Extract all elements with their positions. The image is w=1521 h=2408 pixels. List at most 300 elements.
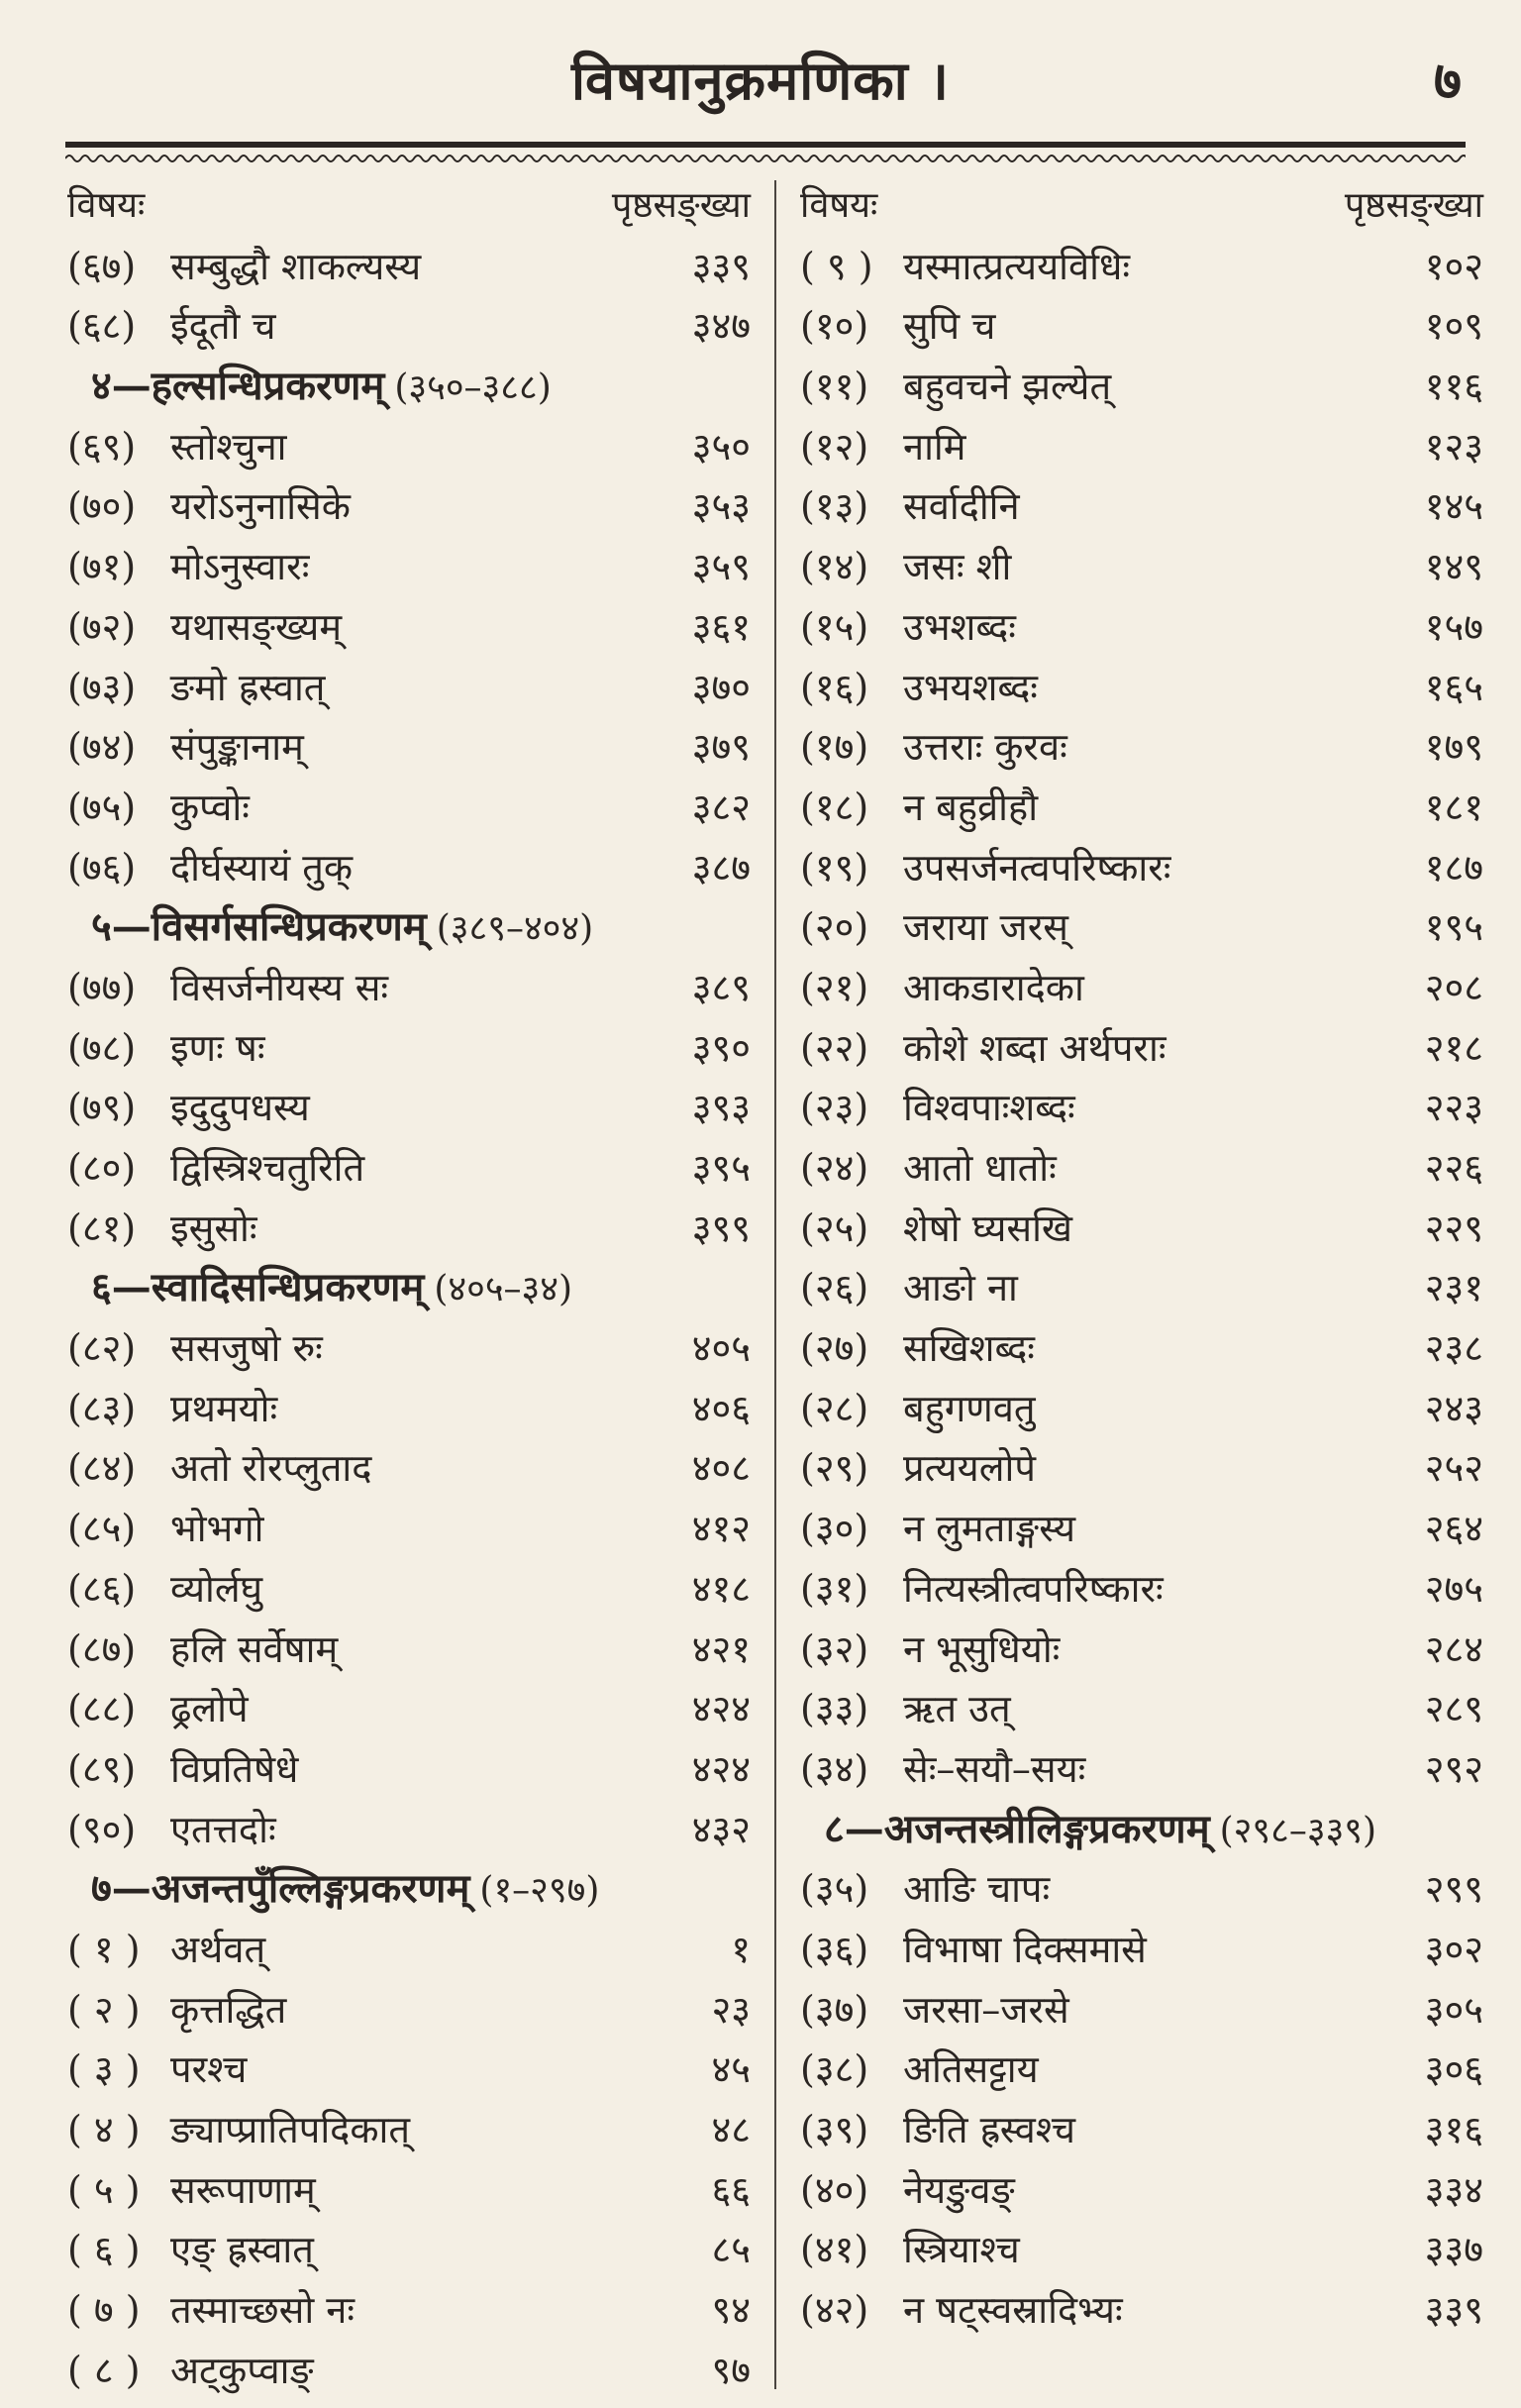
- entry-term: सेः–सयौ–सयः: [903, 1746, 1086, 1791]
- entry-term: सरूपाणाम्: [170, 2167, 316, 2212]
- index-entry: [67, 2100, 751, 2160]
- section-title: ८—अजन्तस्त्रीलिङ्गप्रकरणम्: [824, 1805, 1210, 1852]
- index-entry: [67, 1018, 751, 1079]
- entry-page: २५२: [1424, 1446, 1483, 1491]
- entry-page: ३५९: [691, 545, 751, 589]
- entry-term: संपुङ्कानाम्: [170, 725, 304, 770]
- index-entry: [800, 1920, 1483, 1980]
- entry-term: द्विस्त्रिश्चतुरिति: [170, 1146, 365, 1190]
- entry-number: (९०): [67, 1807, 137, 1851]
- entry-number: (१४): [800, 545, 869, 589]
- entry-page: १८७: [1424, 845, 1483, 890]
- index-entry: [67, 597, 751, 658]
- index-entry: [800, 1018, 1483, 1079]
- entry-number: (७३): [67, 665, 137, 709]
- entry-number: (८१): [67, 1205, 137, 1250]
- index-entry: [800, 838, 1483, 898]
- entry-page: ३१६: [1424, 2108, 1483, 2151]
- entry-term: अट्कुप्वाङ्: [170, 2348, 314, 2392]
- entry-page: ३७९: [691, 725, 751, 770]
- entry-number: (३०): [800, 1507, 869, 1551]
- section-heading: [67, 357, 751, 417]
- entry-number: (३९): [800, 2108, 869, 2151]
- header-rule: [65, 142, 1466, 148]
- entry-number: (२१): [800, 965, 869, 1009]
- index-entry: [800, 717, 1483, 778]
- column-divider: [774, 180, 776, 2389]
- entry-number: (२५): [800, 1205, 869, 1250]
- entry-page: ४०५: [691, 1326, 751, 1371]
- index-entry: [800, 476, 1483, 537]
- entry-number: (४१): [800, 2228, 869, 2272]
- entry-term: आकडारादेका: [903, 965, 1084, 1009]
- entry-term: सुपि च: [903, 304, 996, 349]
- entry-page: २९९: [1424, 1867, 1483, 1912]
- entry-term: विभाषा दिक्समासे: [903, 1927, 1147, 1971]
- entry-page: २९२: [1424, 1746, 1483, 1791]
- index-entry: [67, 838, 751, 898]
- section-heading-text: [91, 1859, 599, 1922]
- entry-page: २३१: [1424, 1266, 1483, 1310]
- entry-page: ३९९: [691, 1205, 751, 1250]
- section-heading-text: [824, 1800, 1376, 1862]
- entry-page: ३३४: [1424, 2167, 1483, 2212]
- index-entry: [800, 1859, 1483, 1920]
- index-entry: [800, 1258, 1483, 1318]
- entry-page: ४१८: [691, 1566, 751, 1611]
- section-page-range: (३८९–४०४): [436, 908, 594, 950]
- index-entry: [67, 296, 751, 357]
- page-header: [0, 0, 1521, 139]
- section-page-range: (३५०–३८८): [394, 367, 552, 409]
- entry-term: स्तोश्चुना: [170, 424, 287, 469]
- entry-term: कोशे शब्दा अर्थपराः: [903, 1025, 1166, 1070]
- entry-number: (८५): [67, 1507, 137, 1551]
- index-entry: [800, 237, 1483, 297]
- entry-number: (२२): [800, 1025, 869, 1070]
- entry-page: ४१२: [691, 1507, 751, 1551]
- wavy-divider: [65, 151, 1466, 164]
- entry-number: (१८): [800, 785, 869, 829]
- index-entry: [67, 717, 751, 778]
- entry-number: (७६): [67, 845, 137, 890]
- entry-number: (२८): [800, 1386, 869, 1430]
- entry-term: एतत्तदोः: [170, 1807, 276, 1851]
- section-heading: [800, 1800, 1483, 1860]
- entry-term: अतिसट्टाय: [903, 2047, 1039, 2092]
- subject-heading: विषयः: [800, 185, 878, 226]
- entry-term: अर्थवत्: [170, 1927, 266, 1971]
- entry-number: (६८): [67, 304, 137, 349]
- index-entry: [67, 476, 751, 537]
- entry-number: (१९): [800, 845, 869, 890]
- entry-term: विप्रतिषेधे: [170, 1746, 299, 1791]
- entry-number: (६७): [67, 244, 137, 288]
- entry-page: २७५: [1424, 1566, 1483, 1611]
- entry-page: ३८७: [691, 845, 751, 890]
- entry-number: ( ८ ): [67, 2348, 141, 2392]
- page-heading: पृष्ठसङ्ख्या: [611, 185, 751, 226]
- entry-number: (८०): [67, 1146, 137, 1190]
- entry-page: ३९५: [691, 1146, 751, 1190]
- index-entry: [67, 958, 751, 1018]
- entry-page: ३६१: [691, 604, 751, 649]
- entry-number: (१५): [800, 604, 869, 649]
- index-entry: [67, 537, 751, 597]
- entry-page: २३: [711, 1987, 751, 2032]
- entry-page: ४५: [711, 2047, 751, 2092]
- entry-number: (८३): [67, 1386, 137, 1430]
- index-entry: [800, 1199, 1483, 1259]
- entry-number: ( ९ ): [800, 244, 873, 288]
- entry-number: (७५): [67, 785, 137, 829]
- entry-number: (७२): [67, 604, 137, 649]
- entry-term: सखिशब्दः: [903, 1326, 1035, 1371]
- entry-term: स्त्रियाश्च: [903, 2228, 1020, 2272]
- entry-page: ३०६: [1424, 2047, 1483, 2092]
- entry-number: (७८): [67, 1025, 137, 1070]
- index-entry: [800, 1318, 1483, 1379]
- page-title: विषयानुक्रमणिका ।: [570, 49, 950, 112]
- entry-page: १६५: [1424, 665, 1483, 709]
- entry-term: नामि: [903, 424, 966, 469]
- index-entry: [800, 778, 1483, 838]
- index-entry: [800, 1739, 1483, 1800]
- entry-term: विश्वपाःशब्दः: [903, 1086, 1075, 1130]
- section-heading: [67, 1258, 751, 1318]
- entry-term: अतो रोरप्लुताद: [170, 1446, 372, 1491]
- entry-number: (३८): [800, 2047, 869, 2092]
- entry-page: ९७: [711, 2348, 751, 2392]
- entry-term: ङ्याप्प्रातिपदिकात्: [170, 2108, 411, 2151]
- entry-page: ९४: [711, 2288, 751, 2333]
- entry-term: आङि चापः: [903, 1867, 1051, 1912]
- entry-number: (७७): [67, 965, 137, 1009]
- index-entry: [67, 1438, 751, 1499]
- entry-term: सर्वादीनि: [903, 484, 1020, 529]
- entry-term: हलि सर्वेषाम्: [170, 1626, 339, 1671]
- entry-page: २८९: [1424, 1687, 1483, 1731]
- entry-page: ३३७: [1424, 2228, 1483, 2272]
- entry-page: ८५: [711, 2228, 751, 2272]
- entry-number: (१२): [800, 424, 869, 469]
- index-entry: [800, 597, 1483, 658]
- entry-term: परश्च: [170, 2047, 248, 2092]
- entry-number: ( ६ ): [67, 2228, 141, 2272]
- section-page-range: (२९८–३३९): [1219, 1810, 1377, 1851]
- entry-number: (२४): [800, 1146, 869, 1190]
- entry-number: (११): [800, 365, 869, 409]
- entry-term: इदुदुपधस्य: [170, 1086, 310, 1130]
- index-entry: [800, 1679, 1483, 1739]
- section-heading: [67, 897, 751, 958]
- entry-term: न भूसुधियोः: [903, 1626, 1061, 1671]
- entry-number: (२३): [800, 1086, 869, 1130]
- entry-term: प्रत्ययलोपे: [903, 1446, 1036, 1491]
- index-entry: [800, 1980, 1483, 2041]
- entry-number: (३४): [800, 1746, 869, 1791]
- entry-number: (४०): [800, 2167, 869, 2212]
- entry-number: (८२): [67, 1326, 137, 1371]
- index-entry: [800, 1138, 1483, 1199]
- index-entry: [800, 2040, 1483, 2100]
- entry-page: २०८: [1424, 965, 1483, 1009]
- index-entry: [67, 1679, 751, 1739]
- entry-page: १: [731, 1927, 751, 1971]
- entry-term: नित्यस्त्रीत्वपरिष्कारः: [903, 1566, 1164, 1611]
- index-entry: [67, 1920, 751, 1980]
- entry-term: विसर्जनीयस्य सः: [170, 965, 389, 1009]
- index-entry: [67, 417, 751, 477]
- entry-number: ( १ ): [67, 1927, 141, 1971]
- index-entry: [800, 2220, 1483, 2280]
- entry-number: ( ७ ): [67, 2288, 141, 2333]
- section-title: ४—हल्सन्धिप्रकरणम्: [91, 363, 385, 410]
- entry-page: ४०६: [691, 1386, 751, 1430]
- entry-page: २२३: [1424, 1086, 1483, 1130]
- index-entry: [67, 1559, 751, 1620]
- index-entry: [800, 1499, 1483, 1559]
- index-entry: [800, 2160, 1483, 2221]
- entry-number: (३१): [800, 1566, 869, 1611]
- index-entry: [800, 1620, 1483, 1680]
- entry-page: १४५: [1424, 484, 1483, 529]
- entry-term: यथासङ्ख्यम्: [170, 604, 343, 649]
- index-entry: [67, 1199, 751, 1259]
- wavy-line-graphic: [65, 152, 1466, 164]
- entry-term: कुप्वोः: [170, 785, 250, 829]
- entry-number: (२७): [800, 1326, 869, 1371]
- entry-page: ४२१: [691, 1626, 751, 1671]
- index-entry: [67, 1078, 751, 1138]
- entry-page: ११६: [1424, 365, 1483, 409]
- index-entry: [800, 1078, 1483, 1138]
- entry-page: ४८: [711, 2108, 751, 2151]
- entry-number: ( ५ ): [67, 2167, 141, 2212]
- entry-page: २४३: [1424, 1386, 1483, 1430]
- entry-term: उभयशब्दः: [903, 665, 1038, 709]
- entry-number: (१६): [800, 665, 869, 709]
- index-entry: [67, 2160, 751, 2221]
- index-entry: [67, 778, 751, 838]
- section-title: ५—विसर्गसन्धिप्रकरणम्: [91, 903, 427, 951]
- section-page-range: (१–२९७): [479, 1870, 600, 1912]
- section-heading-text: [91, 1258, 572, 1320]
- entry-number: (३६): [800, 1927, 869, 1971]
- entry-number: ( २ ): [67, 1987, 141, 2032]
- entry-term: ईदूतौ च: [170, 304, 276, 349]
- entry-page: ३०२: [1424, 1927, 1483, 1971]
- entry-term: ढ्रलोपे: [170, 1687, 249, 1731]
- entry-page: ४२४: [691, 1746, 751, 1791]
- entry-page: ३७०: [691, 665, 751, 709]
- entry-term: नेयङुवङ्: [903, 2167, 1015, 2212]
- right-column: [800, 176, 1483, 2341]
- entry-page: २२९: [1424, 1205, 1483, 1250]
- entry-number: (३३): [800, 1687, 869, 1731]
- entry-page: १७९: [1424, 725, 1483, 770]
- index-entry: [800, 2100, 1483, 2160]
- entry-page: ३९३: [691, 1086, 751, 1130]
- index-entry: [800, 2280, 1483, 2341]
- index-entry: [800, 658, 1483, 718]
- index-entry: [800, 958, 1483, 1018]
- index-entry: [67, 1318, 751, 1379]
- index-entry: [800, 1559, 1483, 1620]
- entry-number: (३२): [800, 1626, 869, 1671]
- entry-term: यस्मात्प्रत्ययविधिः: [903, 244, 1130, 288]
- entry-term: इणः षः: [170, 1025, 265, 1070]
- index-entry: [67, 1138, 751, 1199]
- section-heading: [67, 1859, 751, 1920]
- entry-term: कृत्तद्धित: [170, 1987, 287, 2032]
- entry-number: (७४): [67, 725, 137, 770]
- entry-term: ङिति ह्रस्वश्च: [903, 2108, 1075, 2151]
- entry-page: ३८९: [691, 965, 751, 1009]
- entry-number: (७९): [67, 1086, 137, 1130]
- entry-term: शेषो घ्यसखि: [903, 1205, 1072, 1250]
- entry-term: यरोऽनुनासिके: [170, 484, 351, 529]
- entry-number: (१०): [800, 304, 869, 349]
- subject-heading: विषयः: [67, 185, 146, 226]
- entry-term: बहुगणवतु: [903, 1386, 1036, 1430]
- entry-number: (७०): [67, 484, 137, 529]
- entry-term: न लुमताङ्गस्य: [903, 1507, 1076, 1551]
- entry-page: २१८: [1424, 1025, 1483, 1070]
- entry-page: १०९: [1424, 304, 1483, 349]
- entry-term: दीर्घस्यायं तुक्: [170, 845, 354, 890]
- entry-term: जसः शी: [903, 545, 1012, 589]
- left-column: [67, 176, 751, 2400]
- entry-number: (६९): [67, 424, 137, 469]
- section-page-range: (४०५–३४): [434, 1269, 573, 1310]
- entry-term: जरसा–जरसे: [903, 1987, 1069, 2032]
- entry-page: १५७: [1424, 604, 1483, 649]
- entry-number: ( ४ ): [67, 2108, 141, 2151]
- index-entry: [67, 1499, 751, 1559]
- index-entry: [800, 537, 1483, 597]
- section-heading-text: [91, 357, 552, 419]
- entry-number: (२६): [800, 1266, 869, 1310]
- entry-term: न षट्स्वस्रादिभ्यः: [903, 2288, 1123, 2333]
- entry-term: उत्तराः कुरवः: [903, 725, 1067, 770]
- entry-page: २३८: [1424, 1326, 1483, 1371]
- entry-page: १४९: [1424, 545, 1483, 589]
- entry-number: (७१): [67, 545, 137, 589]
- entry-page: ३४७: [691, 304, 751, 349]
- right-column-head: [800, 176, 1483, 237]
- entry-term: उभशब्दः: [903, 604, 1016, 649]
- entry-term: तस्माच्छसो नः: [170, 2288, 355, 2333]
- entry-page: ४०८: [691, 1446, 751, 1491]
- index-entry: [800, 357, 1483, 417]
- entry-term: उपसर्जनत्वपरिष्कारः: [903, 845, 1171, 890]
- entry-term: सम्बुद्धौ शाकल्यस्य: [170, 244, 422, 288]
- entry-number: (२०): [800, 905, 869, 950]
- entry-term: न बहुव्रीहौ: [903, 785, 1039, 829]
- entry-term: ससजुषो रुः: [170, 1326, 323, 1371]
- entry-page: १२३: [1424, 424, 1483, 469]
- index-entry: [67, 1800, 751, 1860]
- entry-page: ३५०: [691, 424, 751, 469]
- entry-number: (८८): [67, 1687, 137, 1731]
- index-entry: [67, 2280, 751, 2341]
- entry-term: जराया जरस्: [903, 905, 1068, 950]
- page-number: ७: [1433, 49, 1462, 112]
- entry-number: (१३): [800, 484, 869, 529]
- entry-page: ३८२: [691, 785, 751, 829]
- entry-page: २६४: [1424, 1507, 1483, 1551]
- entry-page: १९५: [1424, 905, 1483, 950]
- entry-page: १८१: [1424, 785, 1483, 829]
- section-heading-text: [91, 897, 593, 960]
- entry-term: मोऽनुस्वारः: [170, 545, 310, 589]
- entry-number: (२९): [800, 1446, 869, 1491]
- entry-term: आङो ना: [903, 1266, 1018, 1310]
- index-entry: [67, 1739, 751, 1800]
- entry-term: इसुसोः: [170, 1205, 257, 1250]
- entry-page: ३९०: [691, 1025, 751, 1070]
- index-entry: [800, 417, 1483, 477]
- entry-number: (३५): [800, 1867, 869, 1912]
- section-title: ६—स्वादिसन्धिप्रकरणम्: [91, 1264, 425, 1311]
- index-entry: [800, 1379, 1483, 1439]
- entry-page: २२६: [1424, 1146, 1483, 1190]
- entry-number: (८६): [67, 1566, 137, 1611]
- left-entries: [67, 237, 751, 2401]
- index-entry: [67, 237, 751, 297]
- entry-page: ३५३: [691, 484, 751, 529]
- entry-term: ङमो ह्रस्वात्: [170, 665, 326, 709]
- entry-number: (८९): [67, 1746, 137, 1791]
- entry-number: ( ३ ): [67, 2047, 141, 2092]
- index-entry: [67, 2040, 751, 2100]
- entry-term: भोभगो: [170, 1507, 264, 1551]
- index-entry: [67, 2220, 751, 2280]
- index-entry: [67, 1980, 751, 2041]
- entry-page: ४३२: [691, 1807, 751, 1851]
- index-entry: [800, 897, 1483, 958]
- entry-number: (३७): [800, 1987, 869, 2032]
- entry-page: ३३९: [1424, 2288, 1483, 2333]
- entry-term: एङ् ह्रस्वात्: [170, 2228, 314, 2272]
- entry-page: ३०५: [1424, 1987, 1483, 2032]
- entry-page: ४२४: [691, 1687, 751, 1731]
- entry-number: (८४): [67, 1446, 137, 1491]
- index-entry: [800, 296, 1483, 357]
- entry-page: २८४: [1424, 1626, 1483, 1671]
- entry-number: (८७): [67, 1626, 137, 1671]
- entry-term: व्योर्लघु: [170, 1566, 263, 1611]
- index-entry: [800, 1438, 1483, 1499]
- entry-term: ऋत उत्: [903, 1687, 1011, 1731]
- entry-term: बहुवचने झल्येत्: [903, 365, 1112, 409]
- entry-page: १०२: [1424, 244, 1483, 288]
- entry-term: आतो धातोः: [903, 1146, 1057, 1190]
- index-entry: [67, 658, 751, 718]
- section-title: ७—अजन्तपुँल्लिङ्गप्रकरणम्: [91, 1865, 470, 1913]
- page-heading: पृष्ठसङ्ख्या: [1344, 185, 1483, 226]
- left-column-head: [67, 176, 751, 237]
- entry-number: (४२): [800, 2288, 869, 2333]
- index-entry: [67, 1620, 751, 1680]
- entry-page: ३३९: [691, 244, 751, 288]
- entry-number: (१७): [800, 725, 869, 770]
- entry-page: ६६: [711, 2167, 751, 2212]
- right-entries: [800, 237, 1483, 2341]
- index-entry: [67, 1379, 751, 1439]
- index-entry: [67, 2341, 751, 2401]
